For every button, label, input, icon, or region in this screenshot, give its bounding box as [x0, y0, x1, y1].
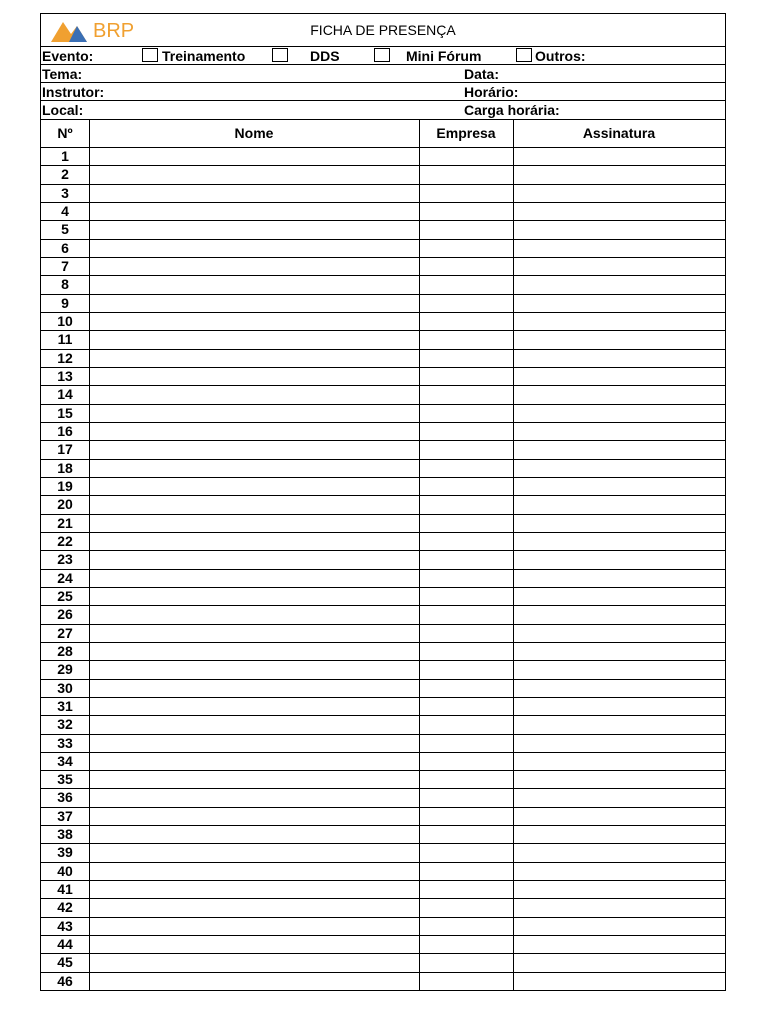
- table-row: [41, 331, 725, 349]
- empresa-cell[interactable]: [419, 148, 513, 165]
- table-row: [41, 166, 725, 184]
- column-header-empresa: Empresa: [436, 125, 496, 141]
- assinatura-cell[interactable]: [513, 276, 725, 293]
- nome-cell[interactable]: [89, 460, 419, 477]
- row-number: 4: [61, 202, 69, 219]
- table-row: [41, 386, 725, 404]
- table-row: [41, 423, 725, 441]
- row-number: 14: [57, 386, 73, 403]
- table-row: [41, 606, 725, 624]
- nome-cell[interactable]: [89, 148, 419, 165]
- nome-cell[interactable]: [89, 368, 419, 385]
- table-row: [41, 441, 725, 459]
- table-row: [41, 826, 725, 844]
- assinatura-cell[interactable]: [513, 698, 725, 715]
- nome-cell[interactable]: [89, 166, 419, 183]
- nome-cell[interactable]: [89, 203, 419, 220]
- table-row: [41, 533, 725, 551]
- table-row: [41, 680, 725, 698]
- nome-cell[interactable]: [89, 240, 419, 257]
- row-number: 46: [57, 972, 73, 989]
- row-number: 20: [57, 496, 73, 513]
- empresa-cell[interactable]: [419, 844, 513, 861]
- empresa-cell[interactable]: [419, 735, 513, 752]
- nome-cell[interactable]: [89, 680, 419, 697]
- outros-checkbox[interactable]: [516, 48, 532, 62]
- empresa-cell[interactable]: [419, 295, 513, 312]
- assinatura-cell[interactable]: [513, 478, 725, 495]
- tema-row: [41, 65, 725, 83]
- table-row: [41, 313, 725, 331]
- evento-label: Evento:: [42, 48, 94, 64]
- empresa-cell[interactable]: [419, 863, 513, 880]
- row-number: 15: [57, 404, 73, 421]
- row-number: 31: [57, 697, 73, 714]
- assinatura-cell[interactable]: [513, 203, 725, 220]
- attendance-sheet: [40, 13, 726, 991]
- column-header-nome: Nome: [234, 125, 274, 141]
- table-row: [41, 350, 725, 368]
- row-number: 41: [57, 881, 73, 898]
- instrutor-label: Instrutor:: [42, 84, 105, 100]
- row-number: 27: [57, 624, 73, 641]
- row-number: 35: [57, 771, 73, 788]
- table-row: [41, 863, 725, 881]
- empresa-cell[interactable]: [419, 423, 513, 440]
- assinatura-cell[interactable]: [513, 844, 725, 861]
- nome-cell[interactable]: [89, 661, 419, 678]
- empresa-cell[interactable]: [419, 936, 513, 953]
- table-row: [41, 716, 725, 734]
- column-header-numero: Nº: [57, 125, 73, 141]
- nome-cell[interactable]: [89, 918, 419, 935]
- nome-cell[interactable]: [89, 423, 419, 440]
- assinatura-cell[interactable]: [513, 386, 725, 403]
- empresa-cell[interactable]: [419, 203, 513, 220]
- empresa-cell[interactable]: [419, 973, 513, 991]
- empresa-cell[interactable]: [419, 368, 513, 385]
- nome-cell[interactable]: [89, 496, 419, 513]
- table-row: [41, 258, 725, 276]
- nome-cell[interactable]: [89, 606, 419, 623]
- row-number: 36: [57, 789, 73, 806]
- table-row: [41, 221, 725, 239]
- assinatura-cell[interactable]: [513, 606, 725, 623]
- nome-cell[interactable]: [89, 826, 419, 843]
- empresa-cell[interactable]: [419, 166, 513, 183]
- nome-cell[interactable]: [89, 863, 419, 880]
- nome-cell[interactable]: [89, 331, 419, 348]
- table-row: [41, 643, 725, 661]
- row-number: 30: [57, 679, 73, 696]
- row-number: 24: [57, 569, 73, 586]
- row-number: 17: [57, 441, 73, 458]
- table-row: [41, 973, 725, 991]
- assinatura-cell[interactable]: [513, 166, 725, 183]
- assinatura-cell[interactable]: [513, 240, 725, 257]
- row-number: 29: [57, 661, 73, 678]
- treinamento-checkbox[interactable]: [142, 48, 158, 62]
- row-number: 33: [57, 734, 73, 751]
- nome-cell[interactable]: [89, 386, 419, 403]
- row-number: 44: [57, 936, 73, 953]
- table-row: [41, 735, 725, 753]
- row-number: 11: [57, 331, 73, 348]
- table-row: [41, 698, 725, 716]
- assinatura-cell[interactable]: [513, 789, 725, 806]
- assinatura-cell[interactable]: [513, 441, 725, 458]
- assinatura-cell[interactable]: [513, 496, 725, 513]
- row-number: 42: [57, 899, 73, 916]
- table-header: [41, 120, 725, 148]
- assinatura-cell[interactable]: [513, 515, 725, 532]
- row-number: 6: [61, 239, 69, 256]
- assinatura-cell[interactable]: [513, 899, 725, 916]
- assinatura-cell[interactable]: [513, 735, 725, 752]
- empresa-cell[interactable]: [419, 771, 513, 788]
- assinatura-cell[interactable]: [513, 918, 725, 935]
- row-number: 21: [57, 514, 73, 531]
- carga-horaria-label: Carga horária:: [464, 102, 560, 118]
- data-label: Data:: [464, 66, 500, 82]
- nome-cell[interactable]: [89, 789, 419, 806]
- empresa-cell[interactable]: [419, 460, 513, 477]
- assinatura-cell[interactable]: [513, 716, 725, 733]
- assinatura-cell[interactable]: [513, 826, 725, 843]
- empresa-cell[interactable]: [419, 789, 513, 806]
- assinatura-cell[interactable]: [513, 570, 725, 587]
- empresa-cell[interactable]: [419, 680, 513, 697]
- assinatura-cell[interactable]: [513, 295, 725, 312]
- table-row: [41, 295, 725, 313]
- instrutor-row: [41, 83, 725, 101]
- empresa-cell[interactable]: [419, 185, 513, 202]
- outros-label: Outros:: [535, 48, 586, 64]
- nome-cell[interactable]: [89, 753, 419, 770]
- logo-text: BRP: [93, 20, 135, 42]
- empresa-cell[interactable]: [419, 826, 513, 843]
- table-row: [41, 661, 725, 679]
- row-number: 39: [57, 844, 73, 861]
- table-row: [41, 276, 725, 294]
- table-row: [41, 368, 725, 386]
- assinatura-cell[interactable]: [513, 423, 725, 440]
- empresa-cell[interactable]: [419, 405, 513, 422]
- table-row: [41, 753, 725, 771]
- row-number: 18: [57, 459, 73, 476]
- nome-cell[interactable]: [89, 258, 419, 275]
- assinatura-cell[interactable]: [513, 680, 725, 697]
- empresa-cell[interactable]: [419, 808, 513, 825]
- nome-cell[interactable]: [89, 551, 419, 568]
- row-number: 8: [61, 276, 69, 293]
- table-row: [41, 496, 725, 514]
- nome-cell[interactable]: [89, 276, 419, 293]
- table-row: [41, 570, 725, 588]
- title-row: [41, 14, 725, 47]
- row-number: 34: [57, 752, 73, 769]
- table-row: [41, 771, 725, 789]
- nome-cell[interactable]: [89, 954, 419, 971]
- table-row: [41, 203, 725, 221]
- nome-cell[interactable]: [89, 735, 419, 752]
- assinatura-cell[interactable]: [513, 973, 725, 991]
- row-number: 22: [57, 532, 73, 549]
- empresa-cell[interactable]: [419, 441, 513, 458]
- nome-cell[interactable]: [89, 643, 419, 660]
- evento-row: [41, 47, 725, 65]
- table-row: [41, 899, 725, 917]
- horario-label: Horário:: [464, 84, 519, 100]
- row-number: 28: [57, 642, 73, 659]
- nome-cell[interactable]: [89, 313, 419, 330]
- nome-cell[interactable]: [89, 478, 419, 495]
- empresa-cell[interactable]: [419, 588, 513, 605]
- assinatura-cell[interactable]: [513, 148, 725, 165]
- nome-cell[interactable]: [89, 973, 419, 991]
- column-header-assinatura: Assinatura: [582, 125, 656, 141]
- table-row: [41, 551, 725, 569]
- nome-cell[interactable]: [89, 533, 419, 550]
- table-row: [41, 918, 725, 936]
- nome-cell[interactable]: [89, 936, 419, 953]
- row-number: 23: [57, 551, 73, 568]
- table-row: [41, 789, 725, 807]
- nome-cell[interactable]: [89, 570, 419, 587]
- empresa-cell[interactable]: [419, 515, 513, 532]
- row-number: 9: [61, 294, 69, 311]
- table-row: [41, 881, 725, 899]
- empresa-cell[interactable]: [419, 350, 513, 367]
- table-row: [41, 844, 725, 862]
- empresa-cell[interactable]: [419, 331, 513, 348]
- nome-cell[interactable]: [89, 844, 419, 861]
- row-number: 19: [57, 477, 73, 494]
- tema-label: Tema:: [42, 66, 83, 82]
- assinatura-cell[interactable]: [513, 313, 725, 330]
- row-number: 43: [57, 917, 73, 934]
- empresa-cell[interactable]: [419, 698, 513, 715]
- empresa-cell[interactable]: [419, 551, 513, 568]
- dds-checkbox[interactable]: [272, 48, 288, 62]
- table-row: [41, 515, 725, 533]
- nome-cell[interactable]: [89, 441, 419, 458]
- assinatura-cell[interactable]: [513, 643, 725, 660]
- mini-forum-checkbox[interactable]: [374, 48, 390, 62]
- row-number: 3: [61, 184, 69, 201]
- nome-cell[interactable]: [89, 899, 419, 916]
- nome-cell[interactable]: [89, 716, 419, 733]
- assinatura-cell[interactable]: [513, 954, 725, 971]
- row-number: 32: [57, 716, 73, 733]
- nome-cell[interactable]: [89, 515, 419, 532]
- table-row: [41, 954, 725, 972]
- nome-cell[interactable]: [89, 625, 419, 642]
- assinatura-cell[interactable]: [513, 533, 725, 550]
- row-number: 2: [61, 166, 69, 183]
- assinatura-cell[interactable]: [513, 368, 725, 385]
- row-number: 40: [57, 862, 73, 879]
- row-number: 37: [57, 807, 73, 824]
- empresa-cell[interactable]: [419, 386, 513, 403]
- row-number: 45: [57, 954, 73, 971]
- assinatura-cell[interactable]: [513, 185, 725, 202]
- assinatura-cell[interactable]: [513, 863, 725, 880]
- empresa-cell[interactable]: [419, 881, 513, 898]
- table-row: [41, 478, 725, 496]
- table-row: [41, 460, 725, 478]
- mini-forum-label: Mini Fórum: [406, 48, 482, 64]
- empresa-cell[interactable]: [419, 753, 513, 770]
- table-row: [41, 148, 725, 166]
- empresa-cell[interactable]: [419, 606, 513, 623]
- table-row: [41, 185, 725, 203]
- row-number: 13: [57, 367, 73, 384]
- assinatura-cell[interactable]: [513, 405, 725, 422]
- empresa-cell[interactable]: [419, 570, 513, 587]
- empresa-cell[interactable]: [419, 276, 513, 293]
- empresa-cell[interactable]: [419, 918, 513, 935]
- table-row: [41, 405, 725, 423]
- empresa-cell[interactable]: [419, 258, 513, 275]
- assinatura-cell[interactable]: [513, 460, 725, 477]
- assinatura-cell[interactable]: [513, 661, 725, 678]
- assinatura-cell[interactable]: [513, 331, 725, 348]
- table-row: [41, 588, 725, 606]
- assinatura-cell[interactable]: [513, 221, 725, 238]
- empresa-cell[interactable]: [419, 661, 513, 678]
- empresa-cell[interactable]: [419, 221, 513, 238]
- table-row: [41, 625, 725, 643]
- attendance-rows: [41, 148, 725, 991]
- empresa-cell[interactable]: [419, 478, 513, 495]
- assinatura-cell[interactable]: [513, 551, 725, 568]
- nome-cell[interactable]: [89, 588, 419, 605]
- assinatura-cell[interactable]: [513, 936, 725, 953]
- assinatura-cell[interactable]: [513, 881, 725, 898]
- row-number: 16: [57, 422, 73, 439]
- row-number: 7: [61, 257, 69, 274]
- dds-label: DDS: [310, 48, 340, 64]
- empresa-cell[interactable]: [419, 313, 513, 330]
- empresa-cell[interactable]: [419, 625, 513, 642]
- row-number: 10: [57, 312, 73, 329]
- assinatura-cell[interactable]: [513, 808, 725, 825]
- assinatura-cell[interactable]: [513, 258, 725, 275]
- assinatura-cell[interactable]: [513, 588, 725, 605]
- nome-cell[interactable]: [89, 295, 419, 312]
- nome-cell[interactable]: [89, 405, 419, 422]
- local-label: Local:: [42, 102, 84, 118]
- empresa-cell[interactable]: [419, 240, 513, 257]
- row-number: 25: [57, 587, 73, 604]
- treinamento-label: Treinamento: [162, 48, 246, 64]
- empresa-cell[interactable]: [419, 643, 513, 660]
- assinatura-cell[interactable]: [513, 753, 725, 770]
- row-number: 1: [61, 148, 69, 164]
- assinatura-cell[interactable]: [513, 771, 725, 788]
- nome-cell[interactable]: [89, 881, 419, 898]
- row-number: 12: [57, 349, 73, 366]
- row-number: 26: [57, 606, 73, 623]
- nome-cell[interactable]: [89, 698, 419, 715]
- nome-cell[interactable]: [89, 771, 419, 788]
- nome-cell[interactable]: [89, 808, 419, 825]
- row-number: 5: [61, 221, 69, 238]
- empresa-cell[interactable]: [419, 533, 513, 550]
- row-number: 38: [57, 826, 73, 843]
- empresa-cell[interactable]: [419, 716, 513, 733]
- nome-cell[interactable]: [89, 221, 419, 238]
- table-row: [41, 808, 725, 826]
- nome-cell[interactable]: [89, 185, 419, 202]
- local-row: [41, 101, 725, 120]
- table-row: [41, 240, 725, 258]
- empresa-cell[interactable]: [419, 954, 513, 971]
- empresa-cell[interactable]: [419, 496, 513, 513]
- page-title: FICHA DE PRESENÇA: [310, 22, 456, 38]
- table-row: [41, 936, 725, 954]
- nome-cell[interactable]: [89, 350, 419, 367]
- empresa-cell[interactable]: [419, 899, 513, 916]
- assinatura-cell[interactable]: [513, 350, 725, 367]
- assinatura-cell[interactable]: [513, 625, 725, 642]
